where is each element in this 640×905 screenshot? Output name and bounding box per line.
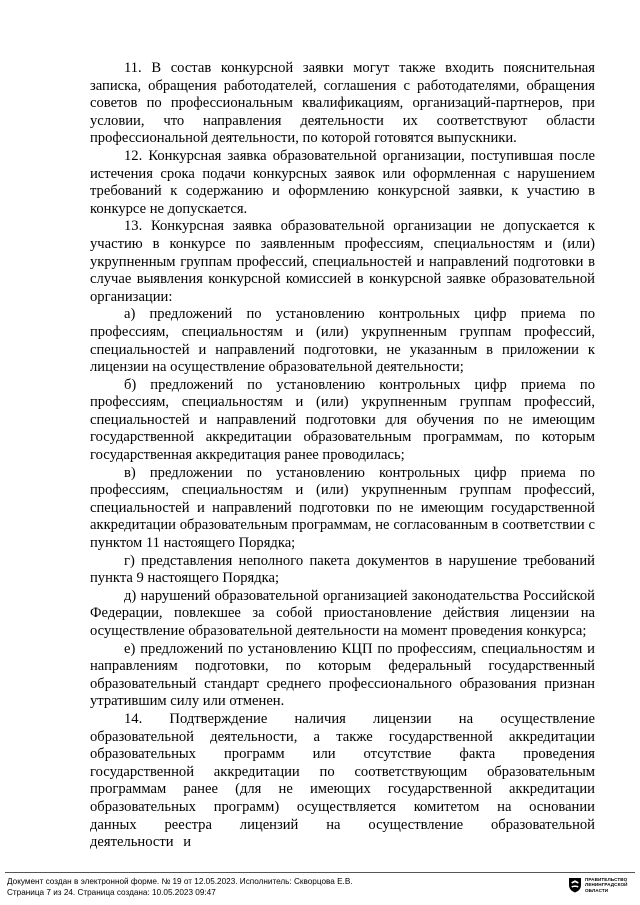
document-body [90,60,595,852]
page-footer [0,872,640,905]
paragraph-11: 11. В состав конкурсной заявки могут также входить пояснительная записка, обращения работодателей, соглашения с работодателями, обращения советов по профессиональным квалификациям, организаций-партнеров, при условии, что направления деятельности их соответствуют области профессиональной деятельности, по которой готовятся выпускники. [90,60,595,147]
coat-of-arms-icon [568,877,582,893]
paragraph-13-e: е) предложений по установлению КЦП по профессиям, специальностям и направлениям подготовки, по которым федеральный государственный образовательный стандарт среднего профессионального образования признан утратившим силу или отменен. [90,640,595,710]
paragraph-13-d: д) нарушений образовательной организацией законодательства Российской Федерации, повлекшее за собой приостановление действия лицензии на осуществление образовательной деятельности на момент проведения конкурса; [90,587,595,639]
government-logo [568,877,628,893]
footer-page-info: Страница 7 из 24. Страница создана: 10.05.2023 09:47 [7,887,216,897]
paragraph-13-v: в) предложении по установлению контрольных цифр приема по профессиям, специальностям и (или) укрупненным группам профессий, специальностей и направлений подготовки по не имеющим государственной аккредитации образовательным программам, не согласованным в соответствии с пунктом 11 настоящего Порядка; [90,464,595,552]
paragraph-13-g: г) представления неполного пакета документов в нарушение требований пункта 9 настоящего Порядка; [90,552,595,587]
paragraph-13-a: а) предложений по установлению контрольных цифр приема по профессиям, специальностям и (или) укрупненным группам профессий, специальностей и направлений подготовки, не указанным в приложении к лицензии на осуществление образовательной деятельности; [90,306,595,376]
government-logo-text: ПРАВИТЕЛЬСТВО ЛЕНИНГРАДСКОЙ ОБЛАСТИ [585,877,628,893]
footer-metadata [7,877,353,898]
paragraph-13-b: б) предложений по установлению контрольных цифр приема по профессиям, специальностям и (или) укрупненным группам профессий, специальностей и направлений подготовки для обучения по не имеющим государственной аккредитации образовательным программам, по которым государственная аккредитация ранее проводилась; [90,376,595,464]
footer-divider [5,872,635,873]
paragraph-14: 14. Подтверждение наличия лицензии на осуществление образовательной деятельности, а также государственной аккредитации образовательных программ или отсутствие факта проведения государственной аккредитации по соответствующим образовательным программам ранее (для не имеющих государственной аккредитации образовательных программ) осуществляется комитетом на основании данных реестра лицензий на осуществление образовательной деятельности и [90,710,595,851]
footer-document-info: Документ создан в электронной форме. № 19 от 12.05.2023. Исполнитель: Скворцова Е.В. [7,877,353,886]
paragraph-12: 12. Конкурсная заявка образовательной организации, поступившая после истечения срока подачи конкурсных заявок или оформленная с нарушением требований к содержанию и оформлению конкурсной заявки, к участию в конкурсе не допускается. [90,147,595,217]
paragraph-13: 13. Конкурсная заявка образовательной организации не допускается к участию в конкурсе по заявленным профессиям, специальностям и (или) укрупненным группам профессий, специальностей и направлений подготовки в случае выявления конкурсной комиссией в конкурсной заявке образовательной организации: [90,218,595,305]
